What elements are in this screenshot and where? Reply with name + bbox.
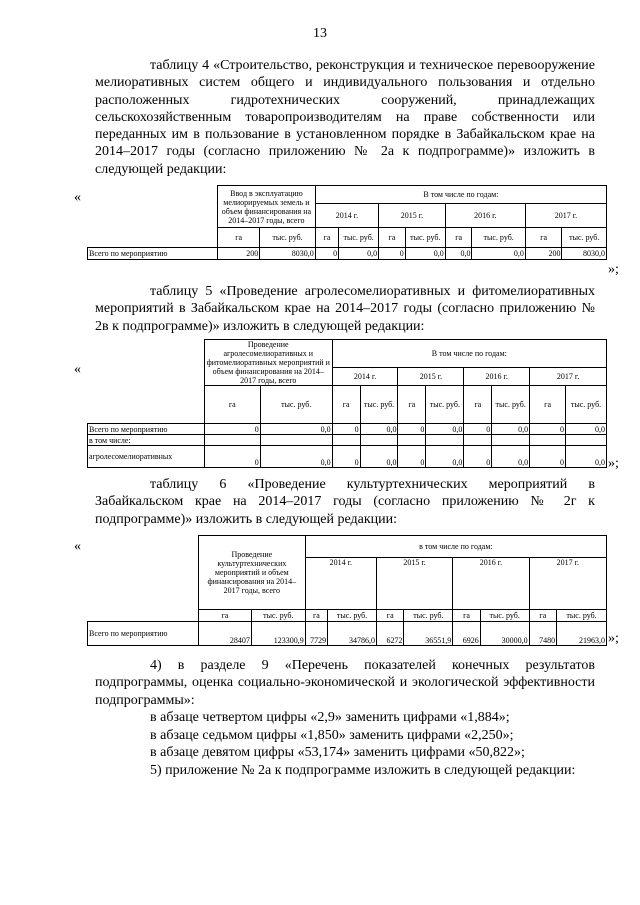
- cell: 0,0: [339, 248, 379, 260]
- cell: 7480: [529, 622, 556, 646]
- unit-ha: га: [376, 610, 403, 622]
- table-row: [88, 622, 607, 646]
- unit-rub: тыс. руб.: [260, 386, 332, 424]
- cell: 6272: [376, 622, 403, 646]
- cell: 0,0: [445, 248, 472, 260]
- unit-ha: га: [398, 386, 426, 424]
- cell: 0: [315, 248, 338, 260]
- table5-years-header: В том числе по годам:: [332, 340, 606, 368]
- unit-rub: тыс. руб.: [426, 386, 464, 424]
- cell: 123300,9: [251, 622, 305, 646]
- cell: 0,0: [426, 446, 464, 468]
- unit-rub: тыс. руб.: [480, 610, 529, 622]
- table4-year: 2016 г.: [445, 204, 525, 228]
- cell: 0,0: [566, 424, 607, 435]
- row-label: Всего по мероприятию: [88, 248, 218, 260]
- unit-ha: га: [198, 610, 251, 622]
- cell: 0: [530, 446, 566, 468]
- unit-rub: тыс. руб.: [251, 610, 305, 622]
- cell: 8030,0: [260, 248, 316, 260]
- table4-close-quote: »;: [608, 262, 619, 277]
- table4-header: Ввод в эксплуатацию мелиорируемых земель и объем финансирования на 2014–2017 годы, всего: [218, 186, 316, 228]
- cell: 8030,0: [562, 248, 607, 260]
- unit-ha: га: [525, 228, 562, 248]
- unit-ha: га: [453, 610, 480, 622]
- cell: 30000,0: [480, 622, 529, 646]
- unit-ha: га: [305, 610, 327, 622]
- unit-rub: тыс. руб.: [404, 610, 453, 622]
- table5: [87, 339, 607, 468]
- unit-rub: тыс. руб.: [328, 610, 377, 622]
- table6-years-header: в том числе по годам:: [305, 536, 606, 558]
- table4: [87, 185, 607, 260]
- cell: 200: [525, 248, 562, 260]
- row-label: Всего по мероприятию: [88, 622, 199, 646]
- table5-year: 2015 г.: [398, 367, 464, 385]
- table-row: [88, 435, 607, 446]
- cell: 6926: [453, 622, 480, 646]
- cell: 0,0: [426, 424, 464, 435]
- replacement-line: в абзаце седьмом цифры «1,850» заменить цифрами «2,250»;: [150, 728, 514, 743]
- page-number: 13: [313, 26, 327, 41]
- cell: 0,0: [260, 424, 332, 435]
- cell: 21963,0: [557, 622, 607, 646]
- cell: 0: [464, 446, 492, 468]
- table6: [87, 535, 607, 646]
- row-label: в том числе:: [88, 435, 205, 446]
- table-row: [88, 248, 607, 260]
- cell: 0,0: [472, 248, 525, 260]
- cell: 0: [530, 424, 566, 435]
- cell: 0,0: [405, 248, 445, 260]
- table6-year: 2016 г.: [453, 558, 529, 610]
- cell: 0: [204, 446, 260, 468]
- table6-open-quote: «: [74, 539, 81, 554]
- unit-ha: га: [530, 386, 566, 424]
- cell: 0: [332, 446, 360, 468]
- cell: 0: [398, 446, 426, 468]
- table6-close-quote: »;: [608, 631, 619, 646]
- table4-year: 2017 г.: [525, 204, 606, 228]
- unit-ha: га: [529, 610, 556, 622]
- table6-intro: таблицу 6 «Проведение культуртехнических мероприятий в Забайкальском крае на 2014–2017 годы (согласно приложению № 2г к подпрограмме)» изложить в следующей редакции:: [95, 477, 595, 527]
- table4-intro: таблицу 4 «Строительство, реконструкция и техническое перевооружение мелиоративных систем общего и индивидуального пользования и отдельно расположенных гидротехнических сооружений, принадлежащих сельскохозяйственным товаропроизводителям на праве собственности или переданных им в пользование в установленном порядке в Забайкальском крае на 2014–2017 годы (согласно приложению № 2а к подпрограмме)» изложить в следующей редакции:: [95, 58, 595, 177]
- cell: 36551,9: [404, 622, 453, 646]
- unit-rub: тыс. руб.: [405, 228, 445, 248]
- cell: 0,0: [566, 446, 607, 468]
- unit-rub: тыс. руб.: [472, 228, 525, 248]
- table5-intro: таблицу 5 «Проведение агролесомелиоративных и фитомелиоративных мероприятий в Забайкальском крае на 2014–2017 годы (согласно приложению № 2в к подпрограмме)» изложить в следующей редакции:: [95, 284, 595, 334]
- unit-ha: га: [218, 228, 260, 248]
- table-row: [88, 446, 607, 468]
- unit-rub: тыс. руб.: [260, 228, 316, 248]
- cell: 7729: [305, 622, 327, 646]
- cell: 34786,0: [328, 622, 377, 646]
- table6-year: 2017 г.: [529, 558, 606, 610]
- table5-open-quote: «: [74, 362, 81, 377]
- cell: 0: [204, 424, 260, 435]
- unit-ha: га: [315, 228, 338, 248]
- unit-ha: га: [445, 228, 472, 248]
- unit-ha: га: [204, 386, 260, 424]
- unit-rub: тыс. руб.: [566, 386, 607, 424]
- unit-rub: тыс. руб.: [562, 228, 607, 248]
- table6-year: 2015 г.: [376, 558, 452, 610]
- cell: 0,0: [260, 446, 332, 468]
- cell: 0,0: [492, 424, 530, 435]
- unit-ha: га: [332, 386, 360, 424]
- table6-header: Проведение культуртехнических мероприятий и объем финансирования на 2014–2017 годы, всего: [198, 536, 305, 610]
- unit-rub: тыс. руб.: [339, 228, 379, 248]
- cell: 0: [379, 248, 406, 260]
- unit-ha: га: [379, 228, 406, 248]
- table4-year: 2014 г.: [315, 204, 378, 228]
- table6-year: 2014 г.: [305, 558, 376, 610]
- table4-years-header: В том числе по годам:: [315, 186, 606, 204]
- cell: 28407: [198, 622, 251, 646]
- table5-header: Проведение агролесомелиоративных и фитомелиоративных мероприятий и объем финансирования на 2014–2017 годы, всего: [204, 340, 332, 386]
- replacement-line: в абзаце девятом цифры «53,174» заменить цифрами «50,822»;: [150, 745, 525, 760]
- cell: 0,0: [360, 446, 398, 468]
- item5-paragraph: 5) приложение № 2а к подпрограмме изложить в следующей редакции:: [150, 763, 576, 778]
- cell: 0,0: [492, 446, 530, 468]
- cell: 0: [398, 424, 426, 435]
- cell: 0: [332, 424, 360, 435]
- unit-rub: тыс. руб.: [360, 386, 398, 424]
- row-label: агролесомелиоративных: [88, 446, 205, 468]
- table4-year: 2015 г.: [379, 204, 446, 228]
- unit-rub: тыс. руб.: [492, 386, 530, 424]
- unit-rub: тыс. руб.: [557, 610, 607, 622]
- replacement-line: в абзаце четвертом цифры «2,9» заменить цифрами «1,884»;: [150, 710, 510, 725]
- table-row: [88, 424, 607, 435]
- cell: 200: [218, 248, 260, 260]
- table5-year: 2016 г.: [464, 367, 530, 385]
- unit-ha: га: [464, 386, 492, 424]
- item4-paragraph: 4) в разделе 9 «Перечень показателей конечных результатов подпрограммы, оценка социально-экономической и экологической эффективности подпрограммы»:: [95, 658, 595, 708]
- table5-year: 2014 г.: [332, 367, 398, 385]
- cell: 0,0: [360, 424, 398, 435]
- table5-close-quote: »;: [608, 456, 619, 471]
- table5-year: 2017 г.: [530, 367, 607, 385]
- cell: 0: [464, 424, 492, 435]
- row-label: Всего по мероприятию: [88, 424, 205, 435]
- table4-open-quote: «: [74, 190, 81, 205]
